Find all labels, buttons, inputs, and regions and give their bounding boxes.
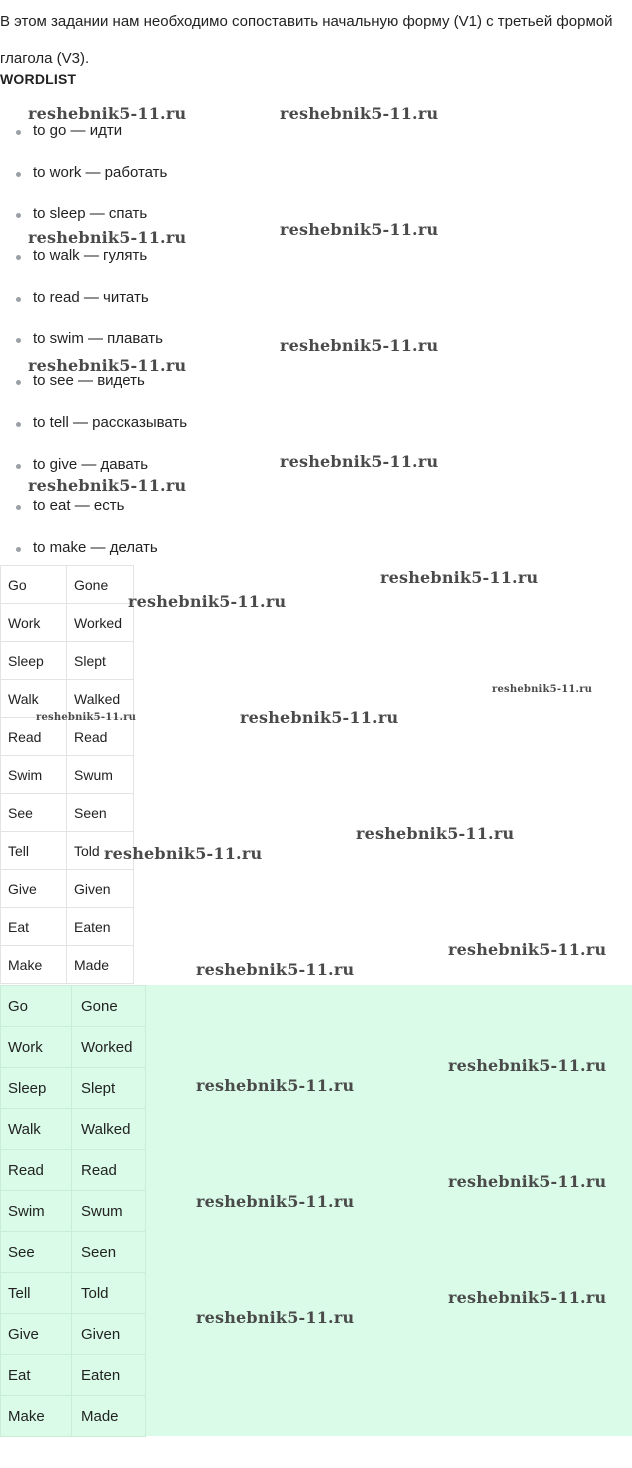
table-cell-v3: Worked [67,604,134,642]
table-row [1,794,134,832]
watermark: reshebnik5-11.ru [492,684,593,695]
list-item-text: to walk — гулять [33,247,148,265]
table-cell-v1: Make [1,946,67,984]
table-cell-v3: Worked [72,1027,146,1068]
intro-text: В этом задании нам необходимо сопоставить начальную форму (V1) с третьей формой глагола (V3). [0,13,613,67]
list-item [0,371,187,413]
table-cell-v3: Gone [72,986,146,1027]
list-item [0,288,187,330]
table-cell-v1: See [1,1232,72,1273]
table-cell-v3: Slept [72,1068,146,1109]
table-cell-v3: Seen [72,1232,146,1273]
watermark: reshebnik5-11.ru [280,452,439,471]
table-row [1,1068,146,1109]
table-cell-v3: Made [72,1396,146,1437]
table-row [1,1355,146,1396]
wordlist-heading: WORDLIST [0,71,77,87]
list-item-text: to sleep — спать [33,205,148,223]
list-item [0,163,187,205]
watermark: reshebnik5-11.ru [28,104,187,123]
table-row [1,1109,146,1150]
watermark: reshebnik5-11.ru [28,228,187,247]
watermark: reshebnik5-11.ru [448,1056,607,1075]
table-cell-v1: Give [1,1314,72,1355]
table-cell-v1: Work [1,1027,72,1068]
watermark: reshebnik5-11.ru [196,1192,355,1211]
table-cell-v3: Swum [72,1191,146,1232]
bullet-icon [16,338,21,343]
list-item-text: to see — видеть [33,372,145,390]
table-cell-v3: Eaten [72,1355,146,1396]
table-cell-v1: Work [1,604,67,642]
table-cell-v3: Seen [67,794,134,832]
table-cell-v3: Given [67,870,134,908]
list-item [0,413,187,455]
table-cell-v3: Made [67,946,134,984]
table-cell-v1: Tell [1,1273,72,1314]
table-cell-v1: Walk [1,1109,72,1150]
table-row [1,604,134,642]
list-item-text: to make — делать [33,538,158,556]
table-cell-v1: Eat [1,908,67,946]
table-row [1,642,134,680]
bullet-icon [16,213,21,218]
table-row [1,986,146,1027]
table-cell-v1: Give [1,870,67,908]
table-cell-v3: Read [72,1150,146,1191]
list-item-text: to work — работать [33,163,168,181]
table-row [1,908,134,946]
watermark: reshebnik5-11.ru [128,592,287,611]
watermark: reshebnik5-11.ru [196,1076,355,1095]
bullet-icon [16,422,21,427]
bullet-icon [16,255,21,260]
table-cell-v1: Swim [1,756,67,794]
list-item-text: to give — давать [33,455,149,473]
table-cell-v1: Make [1,1396,72,1437]
table-cell-v3: Told [72,1273,146,1314]
watermark: reshebnik5-11.ru [36,712,137,723]
list-item [0,121,187,163]
table-row [1,1191,146,1232]
watermark: reshebnik5-11.ru [280,220,439,239]
bullet-icon [16,464,21,469]
list-item [0,246,187,288]
table-cell-v1: Go [1,566,67,604]
watermark: reshebnik5-11.ru [104,844,263,863]
table-row [1,1232,146,1273]
watermark: reshebnik5-11.ru [28,356,187,375]
table-cell-v1: Read [1,718,67,756]
table-cell-v1: Walk [1,680,67,718]
list-item-text: to read — читать [33,288,149,306]
table-cell-v3: Swum [67,756,134,794]
table-cell-v1: Sleep [1,642,67,680]
table-cell-v3: Read [67,718,134,756]
answer-table [0,985,146,1437]
watermark: reshebnik5-11.ru [380,568,539,587]
watermark: reshebnik5-11.ru [196,960,355,979]
table-row [1,1314,146,1355]
watermark: reshebnik5-11.ru [280,336,439,355]
list-item [0,496,187,538]
watermark: reshebnik5-11.ru [356,824,515,843]
watermark: reshebnik5-11.ru [240,708,399,727]
bullet-icon [16,505,21,510]
table-row [1,1273,146,1314]
list-item-text: to swim — плавать [33,330,163,348]
table-cell-v3: Gone [67,566,134,604]
list-item-text: to go — идти [33,122,123,139]
table-cell-v3: Told [67,832,134,870]
watermark: reshebnik5-11.ru [448,940,607,959]
wordlist [0,121,187,580]
table-cell-v1: Eat [1,1355,72,1396]
table-cell-v3: Walked [72,1109,146,1150]
table-row [1,1150,146,1191]
bullet-icon [16,130,21,135]
bullet-icon [16,172,21,177]
verb-table [0,565,137,984]
table-row [1,870,134,908]
watermark: reshebnik5-11.ru [196,1308,355,1327]
list-item-text: to eat — есть [33,497,125,515]
watermark: reshebnik5-11.ru [448,1288,607,1307]
table-row [1,946,134,984]
table-cell-v1: Go [1,986,72,1027]
table-cell-v1: Swim [1,1191,72,1232]
table-cell-v3: Walked [67,680,134,718]
table-row [1,1396,146,1437]
watermark: reshebnik5-11.ru [280,104,439,123]
bullet-icon [16,297,21,302]
table-cell-v1: See [1,794,67,832]
table-cell-v1: Sleep [1,1068,72,1109]
table-cell-v3: Eaten [67,908,134,946]
table-row [1,566,134,604]
table-cell-v3: Given [72,1314,146,1355]
bullet-icon [16,380,21,385]
table-cell-v1: Read [1,1150,72,1191]
table-cell-v1: Tell [1,832,67,870]
bullet-icon [16,547,21,552]
list-item-text: to tell — рассказывать [33,413,188,431]
table-cell-v3: Slept [67,642,134,680]
table-row [1,756,134,794]
watermark: reshebnik5-11.ru [28,476,187,495]
table-row [1,1027,146,1068]
table-row [1,718,134,756]
watermark: reshebnik5-11.ru [448,1172,607,1191]
